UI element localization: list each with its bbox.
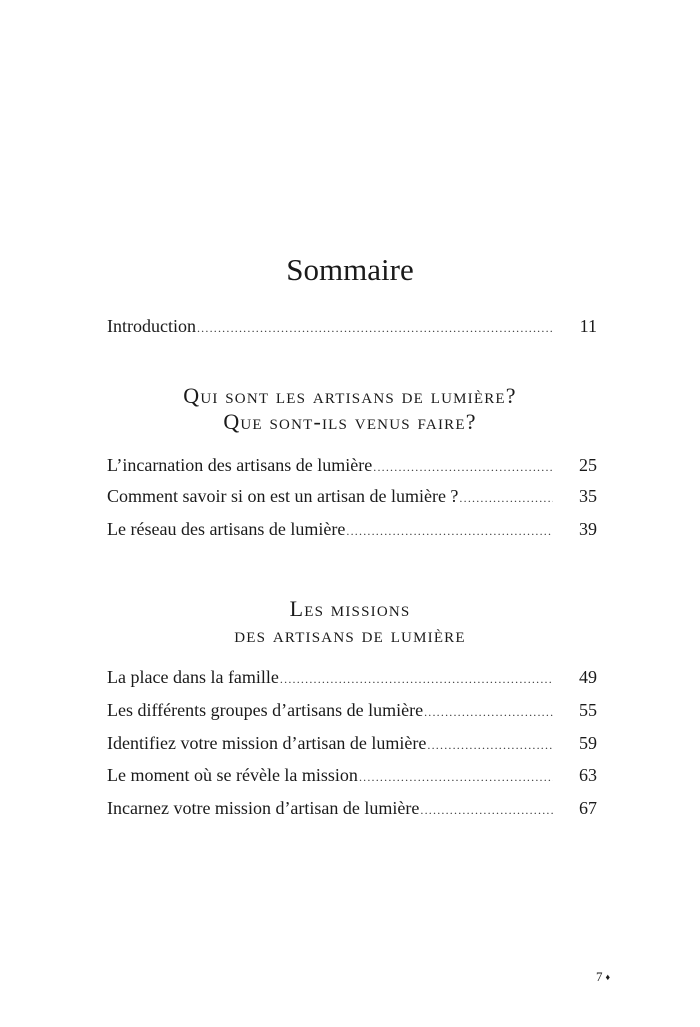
dot-leader [373, 454, 553, 480]
dot-leader [280, 666, 553, 692]
dot-leader [359, 764, 553, 790]
section-heading-line: Qui sont les artisans de lumière? [183, 383, 517, 408]
toc-entry-page: 35 [579, 486, 597, 506]
section-heading-2 [0, 596, 700, 648]
toc-entry-page: 49 [579, 667, 597, 687]
dot-leader [346, 518, 553, 544]
toc-entry-page: 11 [579, 316, 597, 336]
toc-entry-label: Identifiez votre mission d’artisan de lumière [107, 733, 427, 753]
toc-entry-page: 39 [579, 519, 597, 539]
toc-entry[interactable] [107, 452, 597, 478]
toc-entry-label: Les différents groupes d’artisans de lumière [107, 700, 424, 720]
toc-entry-label: Comment savoir si on est un artisan de lumière ? [107, 486, 459, 506]
toc-entry-label: Le réseau des artisans de lumière [107, 519, 346, 539]
toc-entry-label: Introduction [107, 316, 196, 336]
page-number [596, 968, 610, 987]
toc-entry-label: La place dans la famille [107, 667, 279, 687]
diamond-icon: ♦ [605, 972, 611, 982]
dot-leader [197, 315, 554, 341]
section-heading-1 [0, 383, 700, 435]
toc-entry-page: 67 [579, 798, 597, 818]
dot-leader [459, 485, 553, 511]
toc-entry-page: 63 [579, 765, 597, 785]
page-title: Sommaire [286, 252, 414, 287]
toc-entry[interactable] [107, 762, 597, 788]
toc-entry[interactable] [107, 516, 597, 542]
folio-number: 7 [596, 969, 603, 984]
toc-entry-label: Incarnez votre mission d’artisan de lumière [107, 798, 420, 818]
dot-leader [420, 797, 553, 823]
dot-leader [427, 732, 553, 758]
toc-entry-label: Le moment où se révèle la mission [107, 765, 358, 785]
section-heading-line: Les missions [289, 596, 411, 621]
toc-entry[interactable] [107, 664, 597, 690]
toc-entry[interactable] [107, 795, 597, 821]
toc-entry-introduction[interactable] [107, 313, 597, 339]
dot-leader [424, 699, 553, 725]
toc-entry-page: 25 [579, 455, 597, 475]
toc-entry-label: L’incarnation des artisans de lumière [107, 455, 373, 475]
toc-entry[interactable] [107, 483, 597, 509]
toc-entry[interactable] [107, 730, 597, 756]
toc-entry[interactable] [107, 697, 597, 723]
toc-entry-page: 59 [579, 733, 597, 753]
section-heading-line: des artisans de lumière [234, 622, 466, 647]
toc-entry-page: 55 [579, 700, 597, 720]
section-heading-line: Que sont-ils venus faire? [223, 409, 477, 434]
